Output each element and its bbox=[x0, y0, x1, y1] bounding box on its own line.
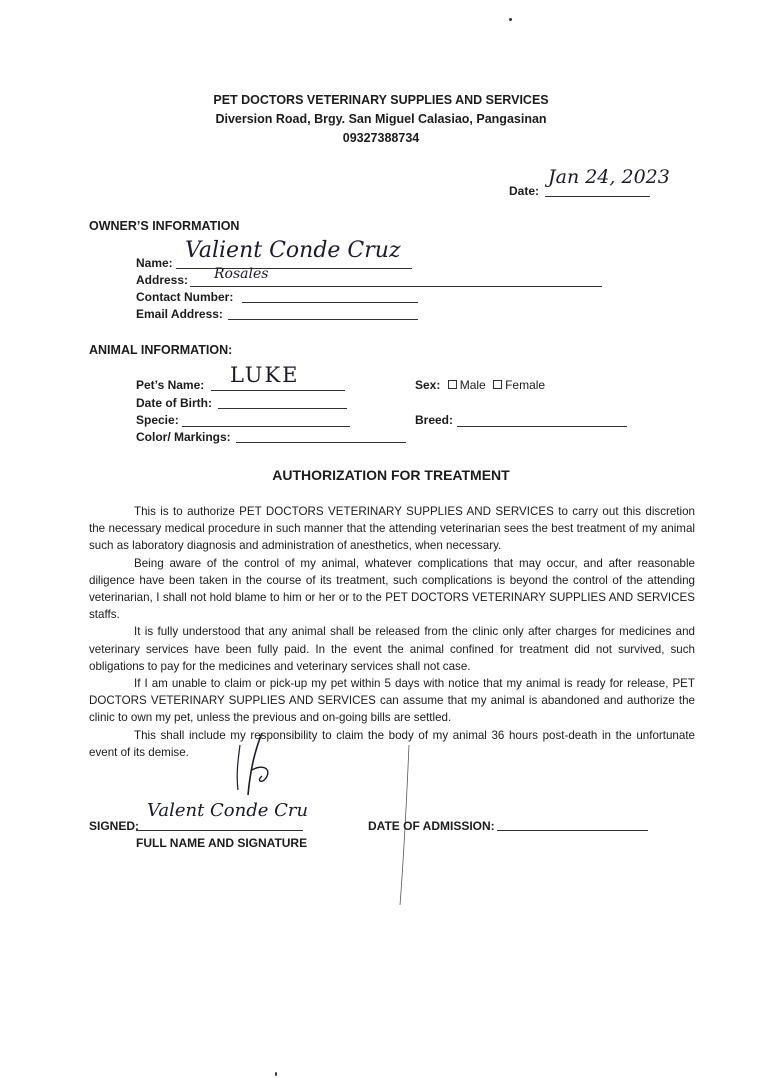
sex-label: Sex: bbox=[415, 378, 441, 392]
owner-address-line bbox=[190, 286, 602, 287]
breed-label: Breed: bbox=[415, 413, 454, 427]
authorization-body bbox=[89, 503, 695, 761]
male-label: Male bbox=[459, 378, 486, 392]
animal-section-title: ANIMAL INFORMATION: bbox=[89, 343, 233, 357]
date-of-admission-label: DATE OF ADMISSION: bbox=[368, 819, 495, 833]
company-address: Diversion Road, Brgy. San Miguel Calasiao, Pangasinan bbox=[215, 112, 547, 126]
dob-label: Date of Birth: bbox=[136, 396, 212, 410]
sex-label-row bbox=[415, 378, 545, 392]
signed-label: SIGNED: bbox=[89, 819, 140, 833]
date-label: Date: bbox=[509, 184, 540, 198]
authorization-paragraph: Being aware of the control of my animal, whatever complications that may occur, and after reasonable diligence have been taken in the course of its treatment, such complications is beyond the control of the attending veterinarian, I shall not hold blame to him or her or to the PET DOCTORS VETERINARY SUPPLIES AND SERVICES staffs. bbox=[89, 556, 695, 622]
authorization-paragraph: This shall include my responsibility to claim the body of my animal 36 hours post-death in the unfortunate event of its demise. bbox=[89, 728, 695, 759]
contact-number-label: Contact Number: bbox=[136, 290, 234, 304]
pet-name-line bbox=[211, 390, 345, 391]
pet-name-label: Pet’s Name: bbox=[136, 378, 205, 392]
breed-line bbox=[457, 426, 627, 427]
date-line bbox=[545, 196, 650, 197]
email-address-line bbox=[228, 319, 418, 320]
scan-speck bbox=[275, 1072, 277, 1076]
signature-caption: FULL NAME AND SIGNATURE bbox=[136, 836, 308, 850]
female-label: Female bbox=[505, 378, 546, 392]
authorization-title: AUTHORIZATION FOR TREATMENT bbox=[272, 467, 510, 483]
owner-name-value: Valient Conde Cruz bbox=[185, 238, 401, 263]
color-markings-label: Color/ Markings: bbox=[136, 430, 231, 444]
contact-number-line bbox=[242, 302, 418, 303]
owner-section-title: OWNER’S INFORMATION bbox=[89, 219, 240, 233]
dob-line bbox=[218, 408, 347, 409]
color-markings-line bbox=[236, 442, 406, 443]
authorization-paragraph: It is fully understood that any animal shall be released from the clinic only after charges for medicines and veterinary services have been fully paid. In the event the animal confined for treatment did not survived, such obligations to pay for the medicines and veterinary services shall not case. bbox=[89, 625, 695, 673]
date-of-admission-line bbox=[497, 830, 648, 831]
signature-line bbox=[136, 830, 303, 831]
owner-address-label: Address: bbox=[136, 273, 189, 287]
date-value: Jan 24, 2023 bbox=[548, 166, 670, 188]
specie-label: Specie: bbox=[136, 413, 179, 427]
scan-speck bbox=[509, 18, 512, 21]
owner-name-line bbox=[176, 268, 412, 269]
company-name: PET DOCTORS VETERINARY SUPPLIES AND SERVICES bbox=[213, 93, 549, 107]
company-phone: 09327388734 bbox=[342, 131, 420, 145]
male-checkbox[interactable] bbox=[448, 380, 457, 389]
authorization-paragraph: If I am unable to claim or pick-up my pet within 5 days with notice that my animal is ready for release, PET DOCTORS VETERINARY SUPPLIES AND SERVICES can assume that my animal is abandoned and authorize the clinic to own my pet, unless the previous and on-going bills are settled. bbox=[89, 677, 695, 725]
specie-line bbox=[182, 426, 350, 427]
female-checkbox[interactable] bbox=[493, 380, 502, 389]
email-address-label: Email Address: bbox=[136, 307, 223, 321]
authorization-paragraph: This is to authorize PET DOCTORS VETERINARY SUPPLIES AND SERVICES to carry out this discretion the necessary medical procedure in such manner that the attending veterinarian sees the best treatment of my animal such as laboratory diagnosis and administration of anesthetics, when necessary. bbox=[89, 505, 695, 553]
owner-address-value: Rosales bbox=[214, 266, 269, 282]
owner-name-label: Name: bbox=[136, 256, 173, 270]
signature-value: Valent Conde Cru bbox=[147, 800, 309, 821]
pet-name-value: LUKE bbox=[230, 363, 300, 387]
